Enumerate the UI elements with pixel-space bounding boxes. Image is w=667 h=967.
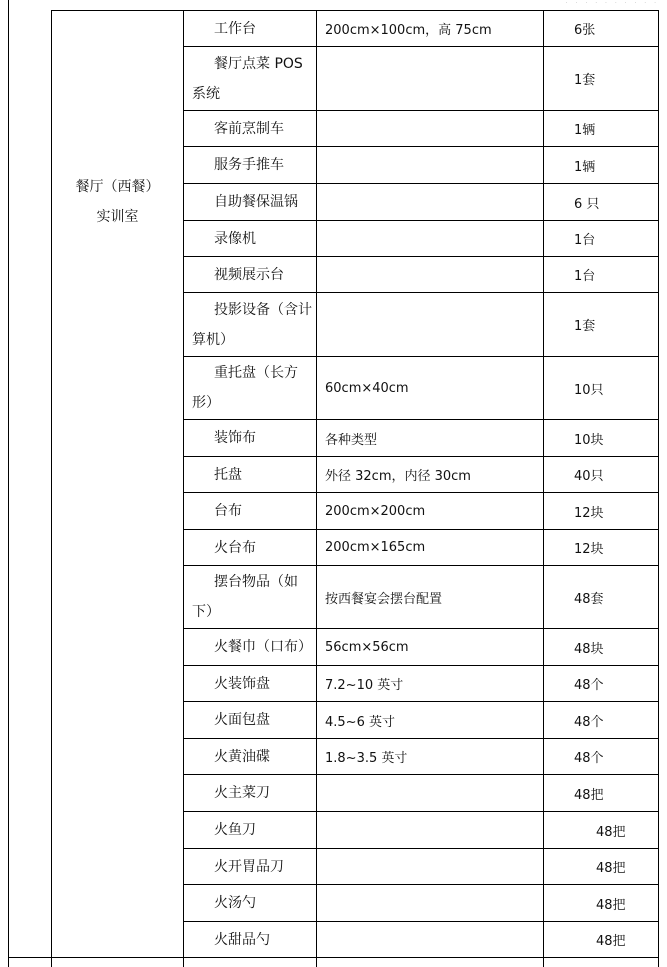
item-spec: 56cm×56cm [325,639,409,655]
item-name-line1: 餐厅点菜 POS [214,55,303,72]
item-qty: 48把 [596,897,626,913]
item-spec: 按西餐宴会摆台配置 [325,591,443,607]
item-qty: 1套 [574,319,596,334]
item-spec [317,147,543,183]
item-name [184,566,316,628]
item-name [184,293,316,356]
item-spec: 各种类型 [325,432,378,448]
item-name: 火主菜刀 [214,785,270,801]
item-qty: 48块 [574,641,604,657]
item-name: 火甜品勺 [214,931,270,948]
table-border-room [51,10,52,967]
item-name: 工作台 [214,20,256,37]
table-border-bottom [8,957,659,958]
item-name-line1: 重托盘（长方 [214,365,298,381]
item-qty: 40只 [574,469,604,484]
item-qty: 6 只 [574,196,600,212]
item-name: 火鱼刀 [214,822,256,838]
item-qty: 48把 [596,934,626,949]
item-name: 台布 [214,503,242,519]
item-qty: 1辆 [574,123,596,138]
item-spec: 4.5~6 英寸 [325,714,395,730]
item-spec [317,775,543,811]
item-qty: 1台 [574,233,596,248]
item-qty: 1套 [574,73,596,88]
item-spec: 外径 32cm，内径 30cm [325,469,471,484]
item-name: 火装饰盘 [214,675,270,692]
item-name-line2: 形） [192,395,220,411]
item-qty: 48把 [596,861,626,876]
item-name: 火台布 [214,539,256,556]
item-qty: 12块 [574,542,604,557]
item-spec [317,812,543,848]
item-name: 火开胃品刀 [214,858,284,875]
item-name-line2: 下） [192,604,220,620]
header-ruler-marks: · · · · · · · · · · [565,0,659,7]
item-spec: 60cm×40cm [325,380,409,396]
room-name: 餐厅（西餐） [75,179,160,195]
item-qty: 1辆 [574,159,596,175]
item-qty: 1台 [574,269,596,284]
item-spec [317,111,543,146]
item-name: 装饰布 [214,430,256,446]
item-name-line2: 算机） [192,331,234,348]
item-name [184,47,316,110]
item-spec [317,922,543,957]
item-qty: 48个 [574,678,604,693]
item-name: 火餐巾（口布） [214,639,312,655]
item-name: 客前烹制车 [214,120,284,137]
item-name: 火面包盘 [214,712,270,728]
table-border-left [8,0,9,967]
item-name: 火汤勺 [214,895,256,911]
room-subtitle: 实训室 [96,209,139,225]
item-spec: 200cm×200cm [325,503,426,519]
item-qty: 12块 [574,505,604,521]
item-qty: 48把 [596,824,626,840]
item-name: 火黄油碟 [214,748,270,765]
room-cell [52,170,183,234]
item-name: 托盘 [214,466,242,483]
item-spec [317,257,543,292]
item-name: 视频展示台 [214,266,284,283]
item-spec [317,849,543,884]
item-name: 录像机 [214,230,256,247]
item-spec [317,184,543,220]
item-spec: 200cm×165cm [325,540,426,555]
item-spec [317,885,543,921]
item-spec: 200cm×100cm，高 75cm [325,23,492,38]
item-spec [317,47,543,110]
item-qty: 6张 [574,23,596,38]
item-qty: 48套 [574,591,604,607]
item-spec [317,221,543,256]
item-name-line1: 摆台物品（如 [214,574,298,590]
item-name: 自助餐保温锅 [214,194,298,210]
item-qty: 10块 [574,432,604,448]
item-name: 服务手推车 [214,157,284,173]
table-border-right [658,10,659,967]
item-qty: 48个 [574,714,604,730]
item-qty: 10只 [574,382,604,398]
item-qty: 48把 [574,787,604,803]
item-name [184,357,316,419]
item-spec: 1.8~3.5 英寸 [325,751,408,766]
item-spec: 7.2~10 英寸 [325,678,404,693]
item-qty: 48个 [574,751,604,766]
item-spec [317,293,543,356]
item-name-line1: 投影设备（含计 [214,301,312,318]
item-name-line2: 系统 [192,85,220,102]
